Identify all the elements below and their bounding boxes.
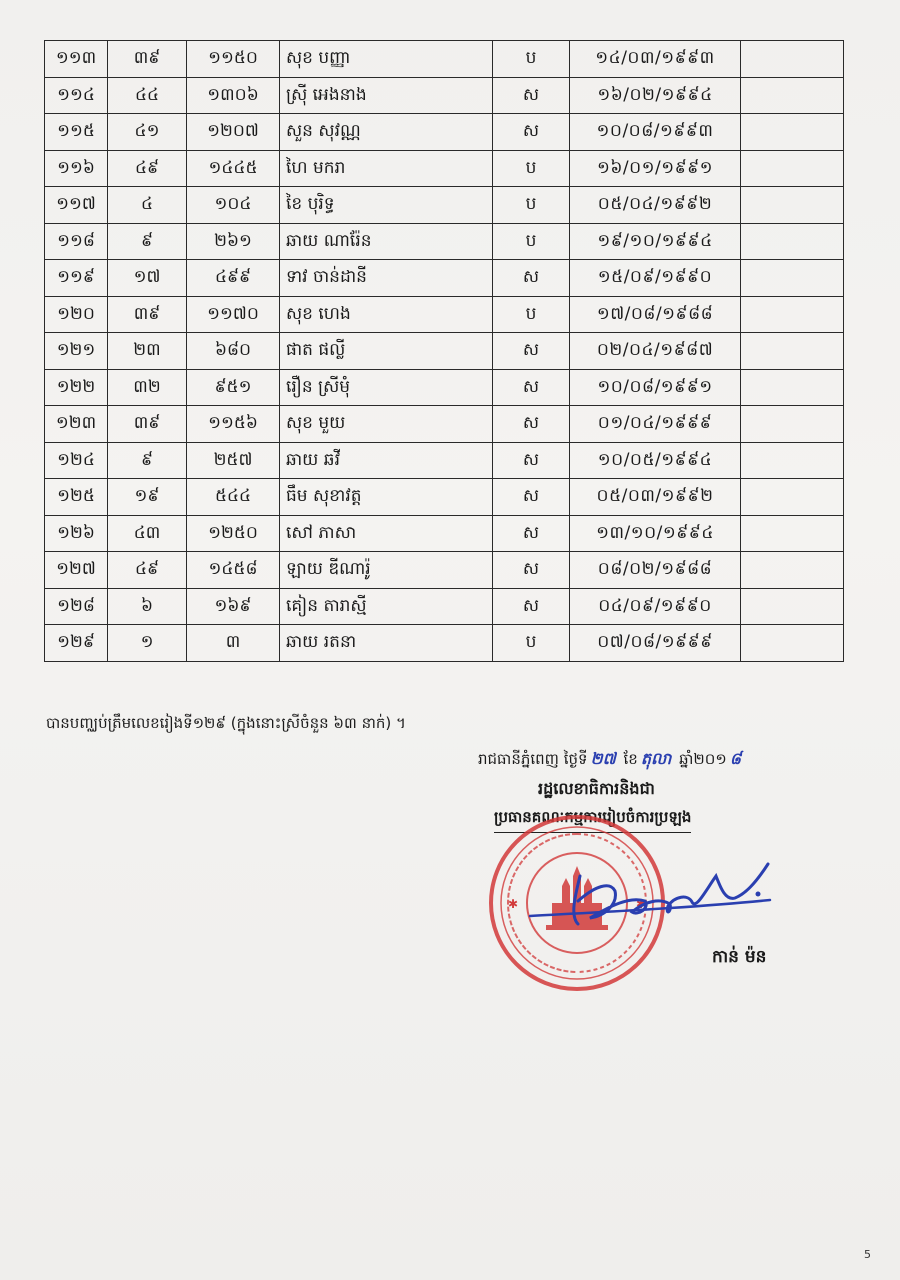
page-number: 5 bbox=[864, 1248, 871, 1261]
remark-cell bbox=[741, 442, 844, 479]
candidate-id-cell: ២៦១ bbox=[187, 223, 280, 260]
summary-note: បានបញ្ឈប់ត្រឹមលេខរៀងទី១២៩ (ក្នុងនោះស្រីចំនួន ៦៣ នាក់) ។ bbox=[46, 714, 406, 732]
remark-cell bbox=[741, 187, 844, 224]
row-number-cell: ១១៣ bbox=[45, 41, 108, 78]
candidate-id-cell: ៣ bbox=[187, 625, 280, 662]
candidate-id-cell: ១២៥០ bbox=[187, 515, 280, 552]
date-of-birth-cell: ១៩/១០/១៩៩៤ bbox=[570, 223, 741, 260]
date-of-birth-cell: ១៦/០២/១៩៩៤ bbox=[570, 77, 741, 114]
date-of-birth-cell: ១០/០៨/១៩៩១ bbox=[570, 369, 741, 406]
remark-cell bbox=[741, 296, 844, 333]
place-date-line bbox=[478, 748, 744, 772]
table-row bbox=[45, 515, 844, 552]
remark-cell bbox=[741, 41, 844, 78]
remark-cell bbox=[741, 515, 844, 552]
sex-cell: ស bbox=[493, 479, 570, 516]
page-ref-cell: ៩ bbox=[108, 223, 187, 260]
page-ref-cell: ៦ bbox=[108, 588, 187, 625]
remark-cell bbox=[741, 260, 844, 297]
table-row bbox=[45, 588, 844, 625]
candidate-name-cell: ហៃ មករា bbox=[280, 150, 493, 187]
candidate-id-cell: ៦៨០ bbox=[187, 333, 280, 370]
candidate-table bbox=[44, 40, 844, 662]
date-of-birth-cell: ១៤/០៣/១៩៩៣ bbox=[570, 41, 741, 78]
sex-cell: ស bbox=[493, 442, 570, 479]
candidate-name-cell: សួន សុវណ្ណ bbox=[280, 114, 493, 151]
candidate-name-cell: គៀន តារាស្មី bbox=[280, 588, 493, 625]
remark-cell bbox=[741, 588, 844, 625]
candidate-name-cell: ធឹម សុខាវត្ត bbox=[280, 479, 493, 516]
candidate-id-cell: ១១៥៦ bbox=[187, 406, 280, 443]
sex-cell: ស bbox=[493, 406, 570, 443]
row-number-cell: ១២៦ bbox=[45, 515, 108, 552]
remark-cell bbox=[741, 479, 844, 516]
remark-cell bbox=[741, 114, 844, 151]
remark-cell bbox=[741, 552, 844, 589]
date-of-birth-cell: ១៧/០៨/១៩៨៨ bbox=[570, 296, 741, 333]
candidate-name-cell: សុខ មួយ bbox=[280, 406, 493, 443]
candidate-id-cell: ១៤៤៥ bbox=[187, 150, 280, 187]
sex-cell: ស bbox=[493, 114, 570, 151]
handwritten-year-digit: ៨ bbox=[729, 749, 742, 768]
candidate-name-cell: ឆាយ រតនា bbox=[280, 625, 493, 662]
candidate-id-cell: ១៤៥៨ bbox=[187, 552, 280, 589]
sex-cell: ប bbox=[493, 296, 570, 333]
table-row bbox=[45, 625, 844, 662]
candidate-id-cell: ៥៤៤ bbox=[187, 479, 280, 516]
sex-cell: ស bbox=[493, 552, 570, 589]
sex-cell: ប bbox=[493, 187, 570, 224]
row-number-cell: ១២៣ bbox=[45, 406, 108, 443]
date-of-birth-cell: ០៤/០៩/១៩៩០ bbox=[570, 588, 741, 625]
date-of-birth-cell: ០៥/០៤/១៩៩២ bbox=[570, 187, 741, 224]
candidate-name-cell: ឆាយ ណារ៉ែន bbox=[280, 223, 493, 260]
date-of-birth-cell: ០៥/០៣/១៩៩២ bbox=[570, 479, 741, 516]
sex-cell: ស bbox=[493, 77, 570, 114]
sex-cell: ស bbox=[493, 260, 570, 297]
remark-cell bbox=[741, 77, 844, 114]
candidate-name-cell: ខៃ បុរិទ្ធ bbox=[280, 187, 493, 224]
page-ref-cell: ២៣ bbox=[108, 333, 187, 370]
signatory-title-1: រដ្ឋលេខាធិការនិងជា bbox=[538, 779, 655, 798]
candidate-id-cell: ១៦៩ bbox=[187, 588, 280, 625]
candidate-name-cell: ស្រ៊ី អេងនាង bbox=[280, 77, 493, 114]
candidate-id-cell: ១១៧០ bbox=[187, 296, 280, 333]
table-row bbox=[45, 296, 844, 333]
table-row bbox=[45, 333, 844, 370]
page-ref-cell: ៣៩ bbox=[108, 406, 187, 443]
signatory-name: កាន់ ម៉ន bbox=[712, 947, 767, 967]
date-of-birth-cell: ១០/០៥/១៩៩៤ bbox=[570, 442, 741, 479]
sex-cell: ស bbox=[493, 588, 570, 625]
candidate-name-cell: សុខ ហេង bbox=[280, 296, 493, 333]
table-row bbox=[45, 552, 844, 589]
row-number-cell: ១១៧ bbox=[45, 187, 108, 224]
candidate-id-cell: ៤៩៩ bbox=[187, 260, 280, 297]
page-ref-cell: ៤៤ bbox=[108, 77, 187, 114]
row-number-cell: ១១៥ bbox=[45, 114, 108, 151]
date-of-birth-cell: ០២/០៤/១៩៨៧ bbox=[570, 333, 741, 370]
date-of-birth-cell: ១៣/១០/១៩៩៤ bbox=[570, 515, 741, 552]
candidate-name-cell: សៅ ភាសា bbox=[280, 515, 493, 552]
candidate-id-cell: ១២០៧ bbox=[187, 114, 280, 151]
row-number-cell: ១១៨ bbox=[45, 223, 108, 260]
page-ref-cell: ១៧ bbox=[108, 260, 187, 297]
candidate-name-cell: ឡាយ ឌីណារ៉ូ bbox=[280, 552, 493, 589]
table-row bbox=[45, 187, 844, 224]
sex-cell: ប bbox=[493, 625, 570, 662]
candidate-name-cell: ផាត ផល្លី bbox=[280, 333, 493, 370]
row-number-cell: ១១៤ bbox=[45, 77, 108, 114]
table-row bbox=[45, 406, 844, 443]
remark-cell bbox=[741, 625, 844, 662]
date-of-birth-cell: ០១/០៤/១៩៩៩ bbox=[570, 406, 741, 443]
remark-cell bbox=[741, 406, 844, 443]
row-number-cell: ១២៤ bbox=[45, 442, 108, 479]
page-ref-cell: ៣៩ bbox=[108, 296, 187, 333]
date-of-birth-cell: ០៧/០៨/១៩៩៩ bbox=[570, 625, 741, 662]
candidate-id-cell: ២៥៧ bbox=[187, 442, 280, 479]
row-number-cell: ១១៦ bbox=[45, 150, 108, 187]
table-row bbox=[45, 479, 844, 516]
table-row bbox=[45, 442, 844, 479]
table-row bbox=[45, 223, 844, 260]
row-number-cell: ១១៩ bbox=[45, 260, 108, 297]
year-prefix: ឆ្នាំ២០១ bbox=[679, 750, 727, 768]
candidate-id-cell: ១០៤ bbox=[187, 187, 280, 224]
candidate-name-cell: ឆាយ ឆវី bbox=[280, 442, 493, 479]
row-number-cell: ១២៥ bbox=[45, 479, 108, 516]
signatory-title-2: ប្រធានគណៈកម្មការរៀបចំការប្រឡង bbox=[494, 808, 691, 833]
remark-cell bbox=[741, 333, 844, 370]
row-number-cell: ១២១ bbox=[45, 333, 108, 370]
row-number-cell: ១២២ bbox=[45, 369, 108, 406]
row-number-cell: ១២៩ bbox=[45, 625, 108, 662]
table-row bbox=[45, 150, 844, 187]
row-number-cell: ១២៧ bbox=[45, 552, 108, 589]
remark-cell bbox=[741, 150, 844, 187]
table-row bbox=[45, 260, 844, 297]
table-row bbox=[45, 369, 844, 406]
sex-cell: ប bbox=[493, 223, 570, 260]
row-number-cell: ១២៨ bbox=[45, 588, 108, 625]
month-prefix: ខែ bbox=[623, 750, 638, 768]
page-ref-cell: ៤៣ bbox=[108, 515, 187, 552]
page-ref-cell: ១៩ bbox=[108, 479, 187, 516]
handwritten-signature-icon bbox=[520, 846, 800, 936]
handwritten-month: តុលា bbox=[640, 749, 672, 768]
sex-cell: ស bbox=[493, 515, 570, 552]
date-of-birth-cell: ០៨/០២/១៩៨៨ bbox=[570, 552, 741, 589]
candidate-name-cell: ទាវ ចាន់ដានី bbox=[280, 260, 493, 297]
svg-text:✱: ✱ bbox=[636, 897, 647, 911]
page-ref-cell: ៤៩ bbox=[108, 552, 187, 589]
table-row bbox=[45, 77, 844, 114]
candidate-id-cell: ១៣០៦ bbox=[187, 77, 280, 114]
candidate-name-cell: សុខ បញ្ញា bbox=[280, 41, 493, 78]
date-of-birth-cell: ១៥/០៩/១៩៩០ bbox=[570, 260, 741, 297]
date-of-birth-cell: ១០/០៨/១៩៩៣ bbox=[570, 114, 741, 151]
remark-cell bbox=[741, 223, 844, 260]
row-number-cell: ១២០ bbox=[45, 296, 108, 333]
page-ref-cell: ៤៩ bbox=[108, 150, 187, 187]
page-ref-cell: ៤១ bbox=[108, 114, 187, 151]
sex-cell: ស bbox=[493, 369, 570, 406]
candidate-id-cell: ១១៥០ bbox=[187, 41, 280, 78]
svg-text:✱: ✱ bbox=[508, 897, 519, 911]
date-of-birth-cell: ១៦/០១/១៩៩១ bbox=[570, 150, 741, 187]
sex-cell: ប bbox=[493, 150, 570, 187]
candidate-id-cell: ៩៥១ bbox=[187, 369, 280, 406]
place-date-prefix: រាជធានីភ្នំពេញ ថ្ងៃទី bbox=[478, 750, 588, 768]
table-row bbox=[45, 41, 844, 78]
page-ref-cell: ៩ bbox=[108, 442, 187, 479]
page-ref-cell: ៣២ bbox=[108, 369, 187, 406]
remark-cell bbox=[741, 369, 844, 406]
page-ref-cell: ៣៩ bbox=[108, 41, 187, 78]
candidate-name-cell: រឿន ស្រីមុំ bbox=[280, 369, 493, 406]
page-ref-cell: ៤ bbox=[108, 187, 187, 224]
sex-cell: ស bbox=[493, 333, 570, 370]
table-row bbox=[45, 114, 844, 151]
candidate-table-body bbox=[45, 41, 844, 662]
handwritten-day: ២៧ bbox=[590, 749, 616, 768]
page-ref-cell: ១ bbox=[108, 625, 187, 662]
sex-cell: ប bbox=[493, 41, 570, 78]
